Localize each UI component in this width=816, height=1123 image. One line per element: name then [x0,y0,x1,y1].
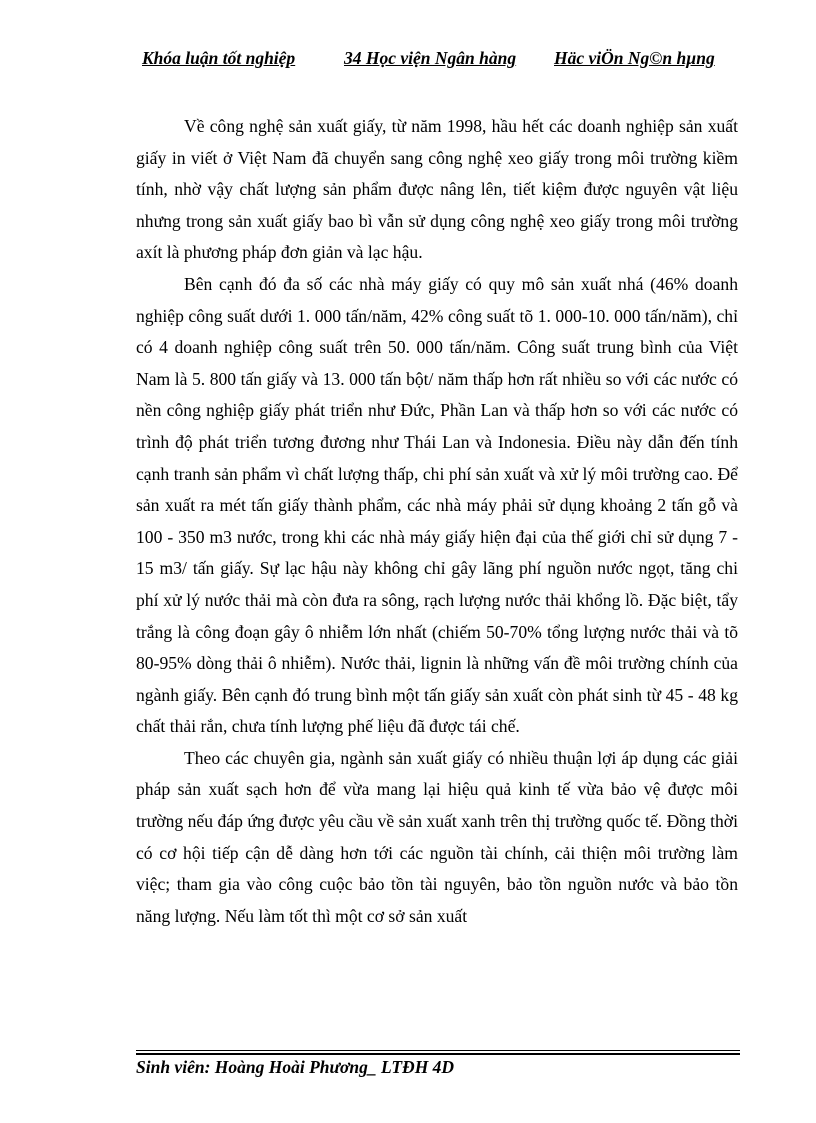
paragraph-capacity: Bên cạnh đó đa số các nhà máy giấy có quy mô sản xuất nhá (46% doanh nghiệp công suất dưới 1. 000 tấn/năm, 42% công suất tõ 1. 000-10. 000 tấn/năm), chỉ có 4 doanh nghiệp công suất trên 50. 000 tấn/năm. Công suất trung bình của Việt Nam là 5. 800 tấn giấy và 13. 000 tấn bột/ năm thấp hơn rất nhiều so với các nước có nền công nghiệp giấy phát triển như Đức, Phần Lan và thấp hơn so với các nước có trình độ phát triển tương đương như Thái Lan và Indonesia. Điều này dẫn đến tính cạnh tranh sản phẩm vì chất lượng thấp, chi phí sản xuất và xử lý môi trường cao. Để sản xuất ra mét tấn giấy thành phẩm, các nhà máy phải sử dụng khoảng 2 tấn gỗ và 100 - 350 m3 nước, trong khi các nhà máy giấy hiện đại của thế giới chỉ sử dụng 7 - 15 m3/ tấn giấy. Sự lạc hậu này không chỉ gây lãng phí nguồn nước ngọt, tăng chi phí xử lý nước thải mà còn đưa ra sông, rạch lượng nước thải khổng lồ. Đặc biệt, tẩy trắng là công đoạn gây ô nhiễm lớn nhất (chiếm 50-70% tổng lượng nước thải và tõ 80-95% dòng thải ô nhiễm). Nước thải, lignin là những vấn đề môi trường chính của ngành giấy. Bên cạnh đó trung bình một tấn giấy sản xuất còn phát sinh từ 45 - 48 kg chất thải rắn, chưa tính lượng phế liệu đã được tái chế. [136,273,738,737]
header-page-institution: 34 Học viện Ngân hàng [344,48,517,68]
paragraph-experts: Theo các chuyên gia, ngành sản xuất giấy có nhiều thuận lợi áp dụng các giải pháp sản xuất sạch hơn để vừa mang lại hiệu quả kinh tế vừa bảo vệ được môi trường nếu đáp ứng được yêu cầu về sản xuất xanh trên thị trường quốc tế. Đồng thời có cơ hội tiếp cận dễ dàng hơn tới các nguồn tài chính, cải thiện môi trường làm việc; tham gia vào công cuộc bảo tồn tài nguyên, bảo tồn nguồn nước và bảo tồn năng lượng. Nếu làm tốt thì một cơ sở sản xuất [136,747,738,926]
document-body [136,111,738,932]
header-thesis-title: Khóa luận tốt nghiệp [142,48,296,68]
page-header [138,48,738,74]
paragraph-technology: Về công nghệ sản xuất giấy, từ năm 1998, hầu hết các doanh nghiệp sản xuất giấy in viết ở Việt Nam đã chuyển sang công nghệ xeo giấy trong môi trường kiềm tính, nhờ vậy chất lượng sản phẩm được nâng lên, tiết kiệm được nguyên vật liệu nhưng trong sản xuất giấy bao bì vẫn sử dụng công nghệ xeo giấy trong môi trường axít là phương pháp đơn giản và lạc hậu. [136,116,738,263]
header-institution-legacy: Häc viÖn Ng©n hµng [554,48,715,68]
page-footer: Sinh viên: Hoàng Hoài Phương_ LTĐH 4D [136,1057,455,1077]
footer-divider [136,1050,740,1056]
